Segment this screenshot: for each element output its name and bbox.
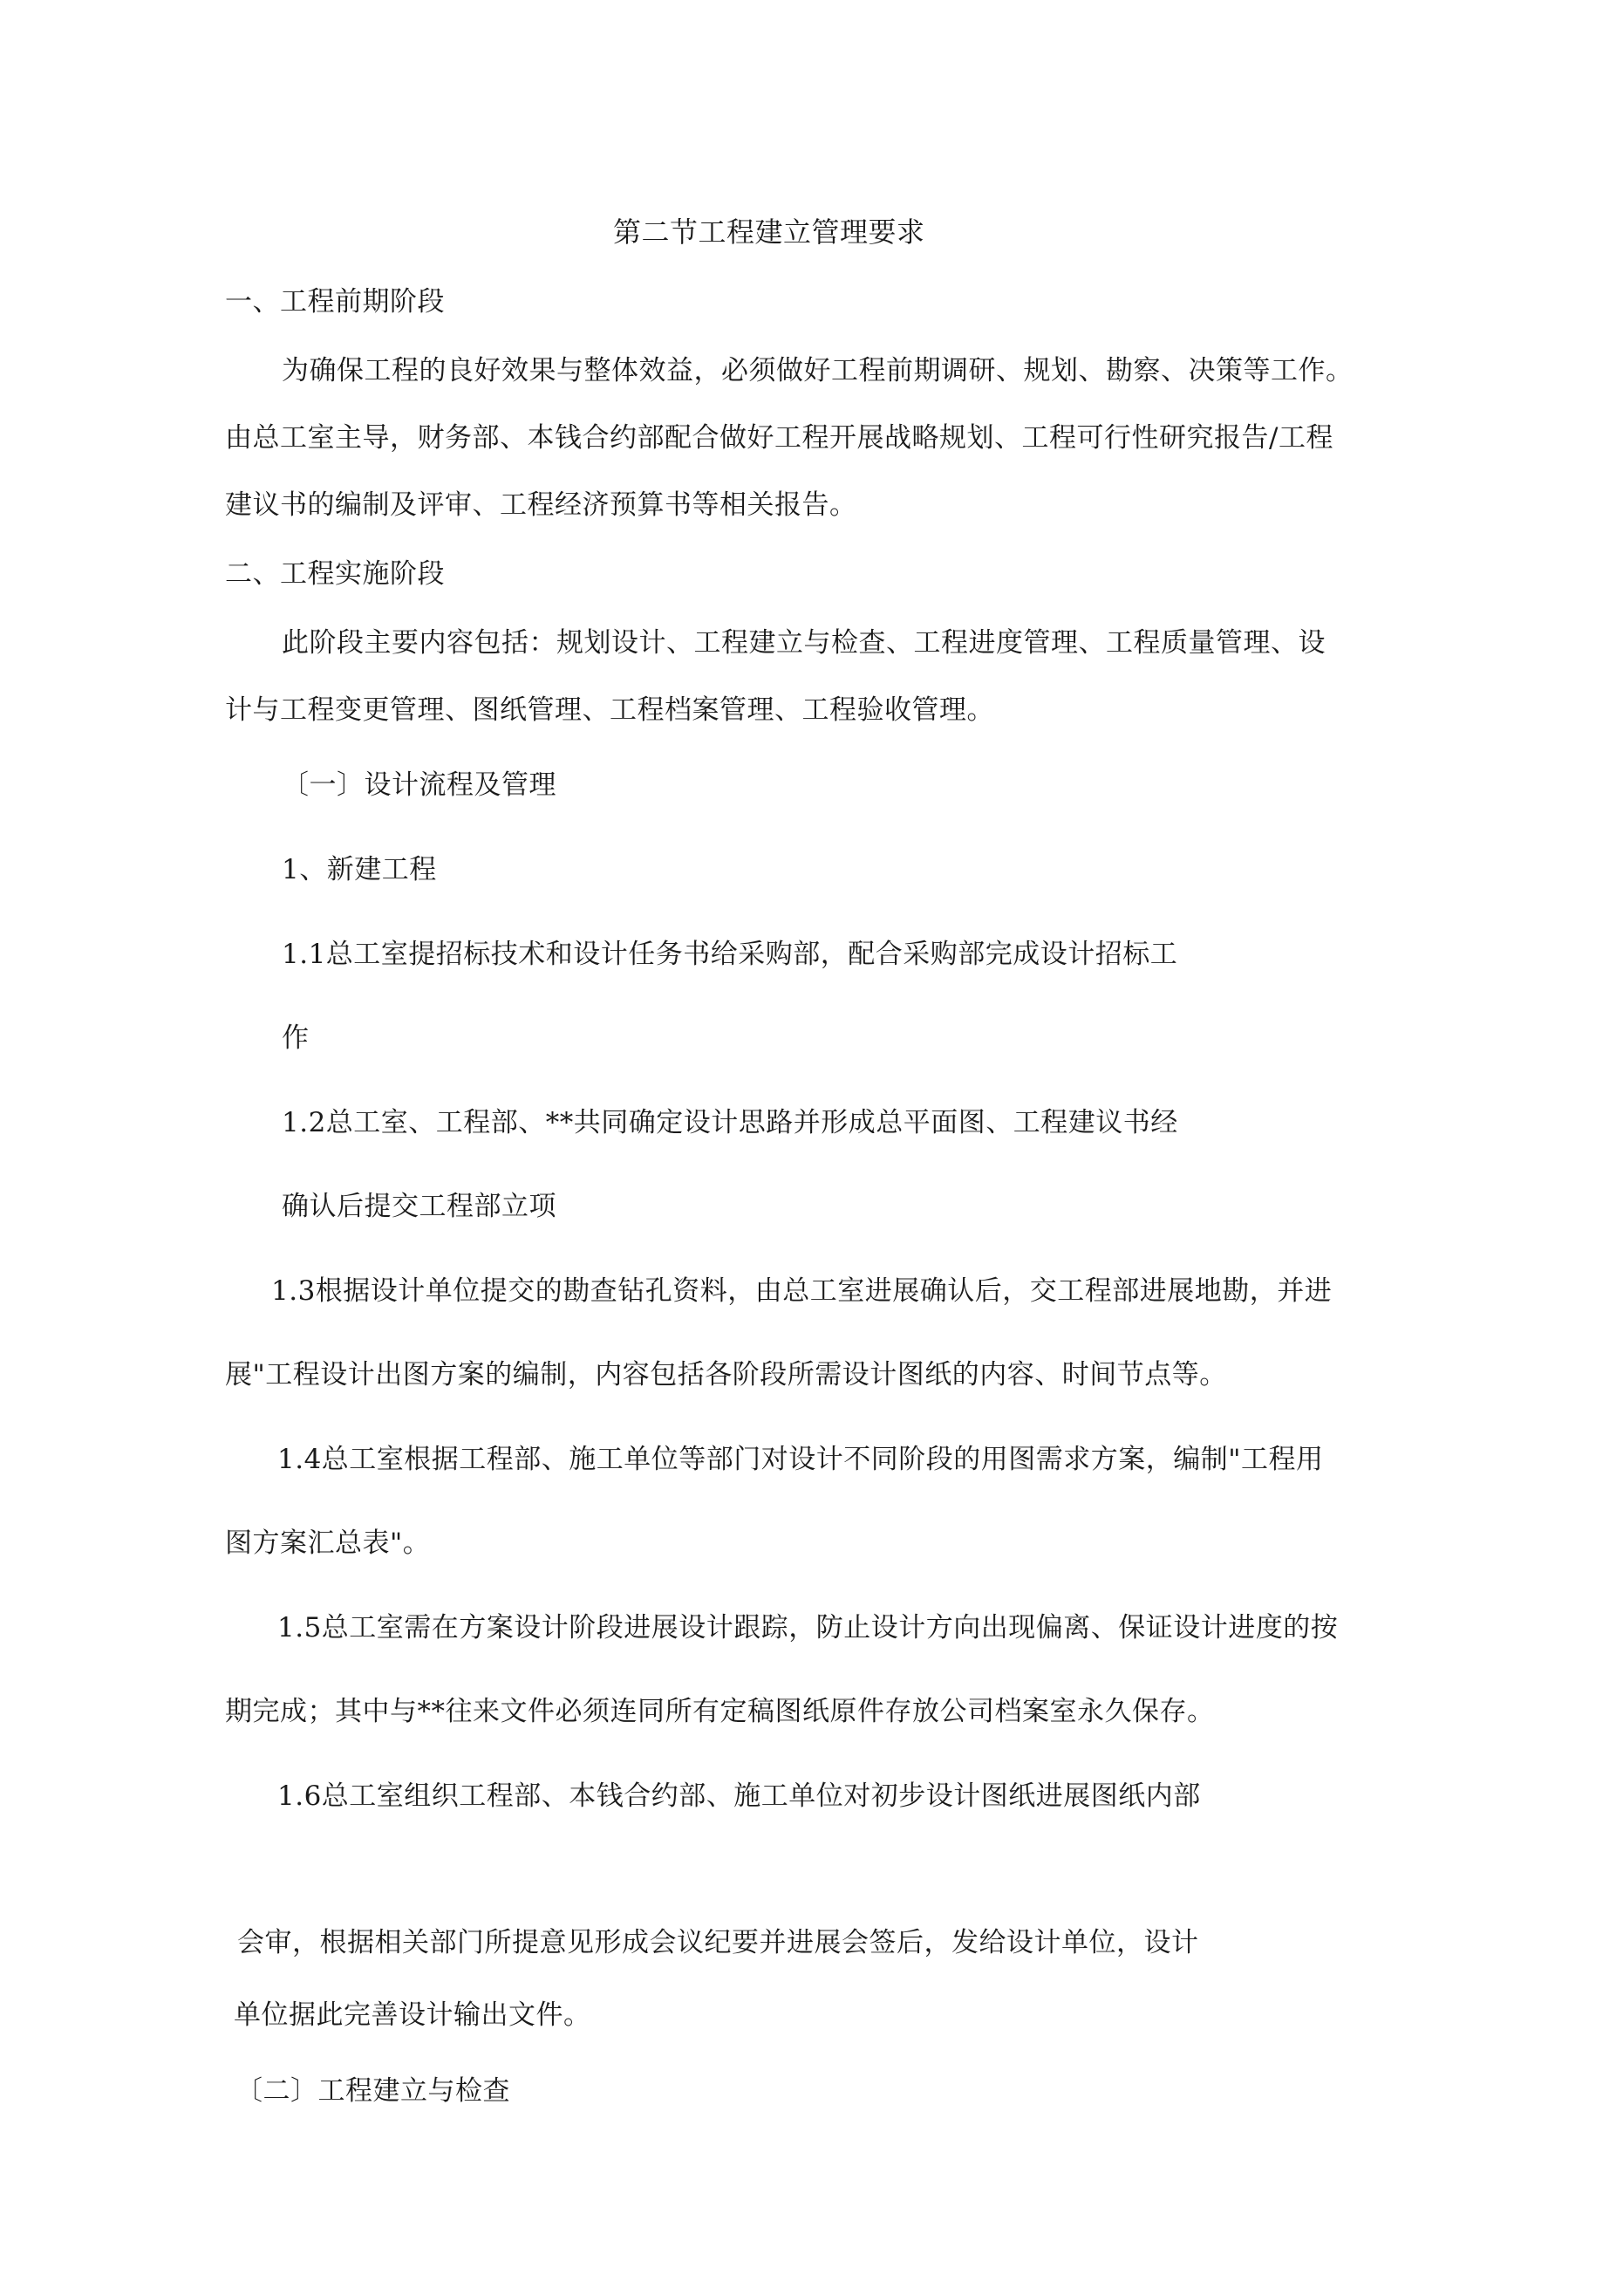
paragraph-line: 1.1总工室提招标技术和设计任务书给采购部，配合采购部完成设计招标工 [282, 939, 1178, 970]
paragraph-line: 为确保工程的良好效果与整体效益，必须做好工程前期调研、规划、勘察、决策等工作。 [282, 355, 1354, 386]
paragraph-line: 1.2总工室、工程部、**共同确定设计思路并形成总平面图、工程建议书经 [282, 1107, 1178, 1138]
paragraph-line: 会审，根据相关部门所提意见形成会议纪要并进展会签后，发给设计单位，设计 [237, 1927, 1199, 1958]
heading-line: 一、工程前期阶段 [225, 286, 445, 318]
paragraph-line: 1.5总工室需在方案设计阶段进展设计跟踪，防止设计方向出现偏离、保证设计进度的按 [277, 1612, 1339, 1643]
paragraph-line: 此阶段主要内容包括：规划设计、工程建立与检查、工程进度管理、工程质量管理、设 [282, 627, 1326, 659]
subheading-line: 〔一〕设计流程及管理 [282, 769, 556, 801]
paragraph-line: 建议书的编制及评审、工程经济预算书等相关报告。 [225, 489, 857, 521]
paragraph-line: 展"工程设计出图方案的编制，内容包括各阶段所需设计图纸的内容、时间节点等。 [225, 1359, 1227, 1391]
paragraph-line: 期完成；其中与**往来文件必须连同所有定稿图纸原件存放公司档案室永久保存。 [225, 1696, 1215, 1727]
paragraph-line: 确认后提交工程部立项 [282, 1191, 556, 1222]
paragraph-line: 由总工室主导，财务部、本钱合约部配合做好工程开展战略规划、工程可行性研究报告/工程 [225, 422, 1333, 454]
paragraph-line: 1.6总工室组织工程部、本钱合约部、施工单位对初步设计图纸进展图纸内部 [277, 1780, 1201, 1812]
section-title: 第二节工程建立管理要求 [613, 215, 925, 249]
paragraph-line: 作 [282, 1022, 310, 1054]
paragraph-line: 单位据此完善设计输出文件。 [234, 1999, 591, 2031]
paragraph-line: 图方案汇总表"。 [225, 1527, 431, 1559]
paragraph-line: 计与工程变更管理、图纸管理、工程档案管理、工程验收管理。 [225, 694, 994, 726]
paragraph-line: 1.3根据设计单位提交的勘查钻孔资料，由总工室进展确认后，交工程部进展地勘，并进 [271, 1275, 1333, 1307]
paragraph-line: 1.4总工室根据工程部、施工单位等部门对设计不同阶段的用图需求方案，编制"工程用 [277, 1444, 1324, 1475]
heading-line: 二、工程实施阶段 [225, 558, 445, 590]
subheading-line: 〔二〕工程建立与检查 [235, 2075, 510, 2107]
subheading-line: 1、新建工程 [282, 854, 437, 885]
